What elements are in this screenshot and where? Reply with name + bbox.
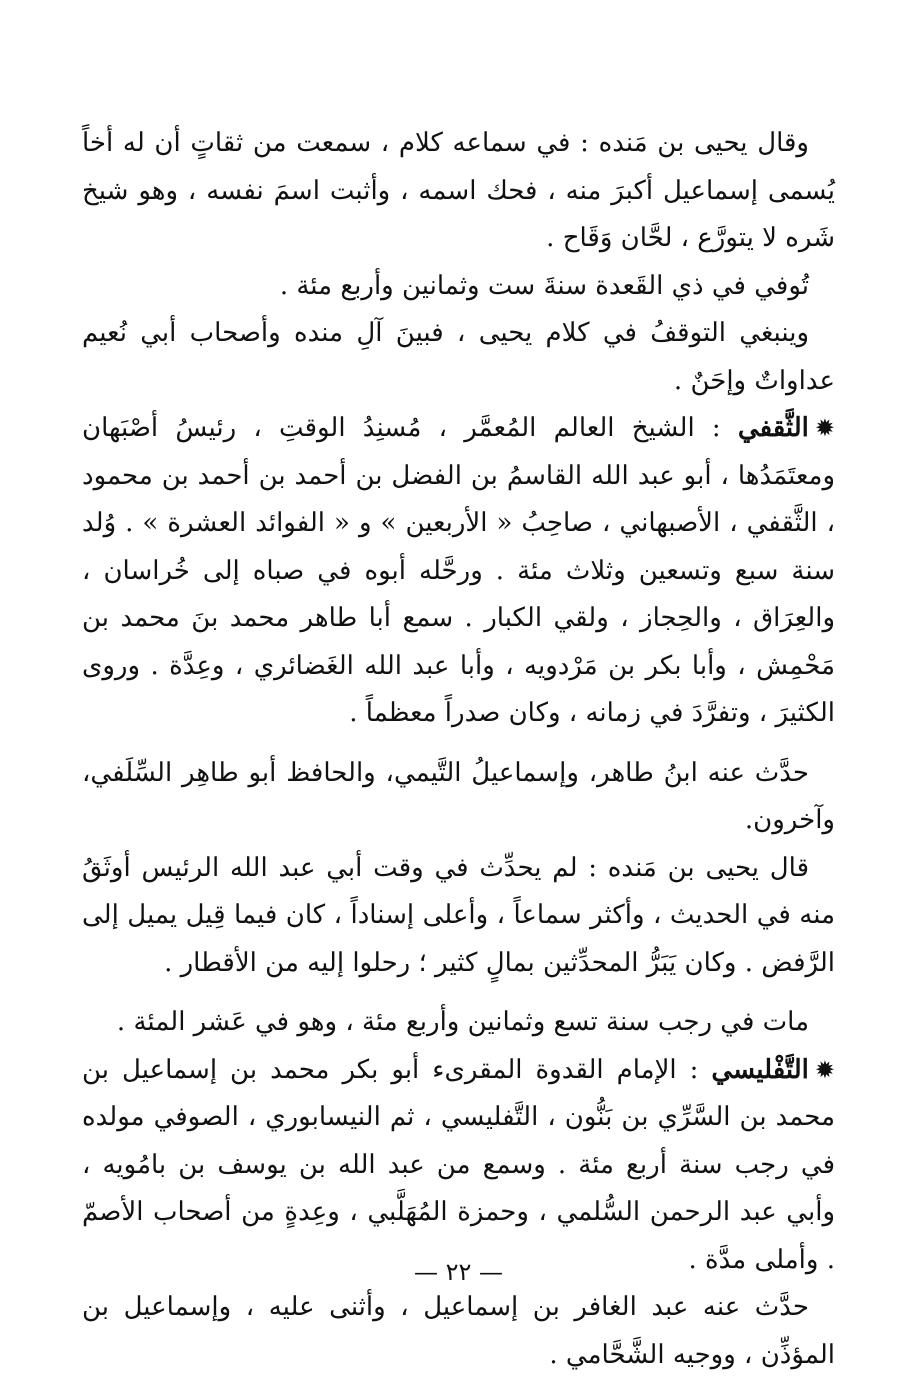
entry-thaqafi [82,405,835,738]
entry-star-icon: ✹ [814,1055,835,1084]
paragraph-tiflisi-students: حدَّث عنه عبد الغافر بن إسماعيل ، وأثنى عليه ، وإسماعيل بن المؤذِّن ، ووجيه الشَّحَّامي . [82,1292,835,1370]
entry-heading-thaqafi: الثَّقفي [737,413,809,443]
paragraph-thaqafi-yahya-quote: قال يحيى بن مَنده : لم يحدِّث في وقت أبي عبد الله الرئيس أوثَقُ منه في الحديث ، وأكثر سماعاً ، وأعلى إسناداً ، كان فيما قِيل يميل إلى الرَّفض . وكان يَبَرُّ المحدِّثين بمالٍ كثير ؛ رحلوا إليه من الأقطار . [82,852,835,978]
entry-body-tiflisi: : الإمام القدوة المقرىء أبو بكر محمد بن إسماعيل بن محمد بن السَّرِّي بن بَنُّون ، التَّفليسي ، ثم النيسابوري ، الصوفي مولده في رجب سنة أربع مئة . وسمع من عبد الله بن يوسف بن بامُويه ، وأبي عبد الرحمن السُّلمي ، وحمزة المُهَلَّبي ، وعِدةٍ من أصحاب الأصمّ . وأملى مدَّة . [82,1054,835,1275]
entry-body-thaqafi: : الشيخ العالم المُعمَّر ، مُسنِدُ الوقتِ ، رئيسُ أصْبَهان ومعتَمَدُها ، أبو عبد الله القاسمُ بن الفضل بن أحمد بن أحمد بن محمود ، الثَّقفي ، الأصبهاني ، صاحِبُ « الأربعين » و « الفوائد العشرة » . وُلد سنة سبع وتسعين وثلاث مئة . ورحَّله أبوه في صباه إلى خُراسان ، والعِرَاق ، والحِجاز ، ولقي الكبار . سمع أبا طاهر محمد بنَ محمد بن مَحْمِش ، وأبا بكر بن مَرْدويه ، وأبا عبد الله الغَضائري ، وعِدَّة . وروى الكثيرَ ، وتفرَّدَ في زمانه ، وكان صدراً معظماً . [82,413,835,728]
entry-heading-tiflisi: التَّفْليسي [711,1054,809,1085]
page-body-text [82,120,835,1379]
entry-tiflisi [82,1047,835,1285]
paragraph-thaqafi-students: حدَّث عنه ابنُ طاهر، وإسماعيلُ التَّيمي، والحافظ أبو طاهِر السِّلَفي، وآخرون. [82,757,835,835]
entry-star-icon: ✹ [814,414,835,442]
paragraph-death-date: تُوفي في ذي القَعدة سنةَ ست وثمانين وأربع مئة . [279,270,809,301]
paragraph-thaqafi-death: مات في رجب سنة تسع وثمانين وأربع مئة ، وهو في عَشر المئة . [116,1007,809,1037]
paragraph-caution-note: وينبغي التوقفُ في كلام يحيى ، فبينَ آلِ منده وأصحاب أبي نُعيم عداواتٌ وإحَنٌ . [82,318,835,396]
page-number: — ٢٢ — [413,1258,504,1286]
paragraph-yahya-statement: وقال يحيى بن مَنده : في سماعه كلام ، سمعت من ثقاتٍ أن له أخاً يُسمى إسماعيل أكبرَ منه ، فحك اسمه ، وأثبت اسمَ نفسه ، وهو شيخ شَره لا يتورَّع ، لحَّان وَقَاح . [82,128,835,253]
